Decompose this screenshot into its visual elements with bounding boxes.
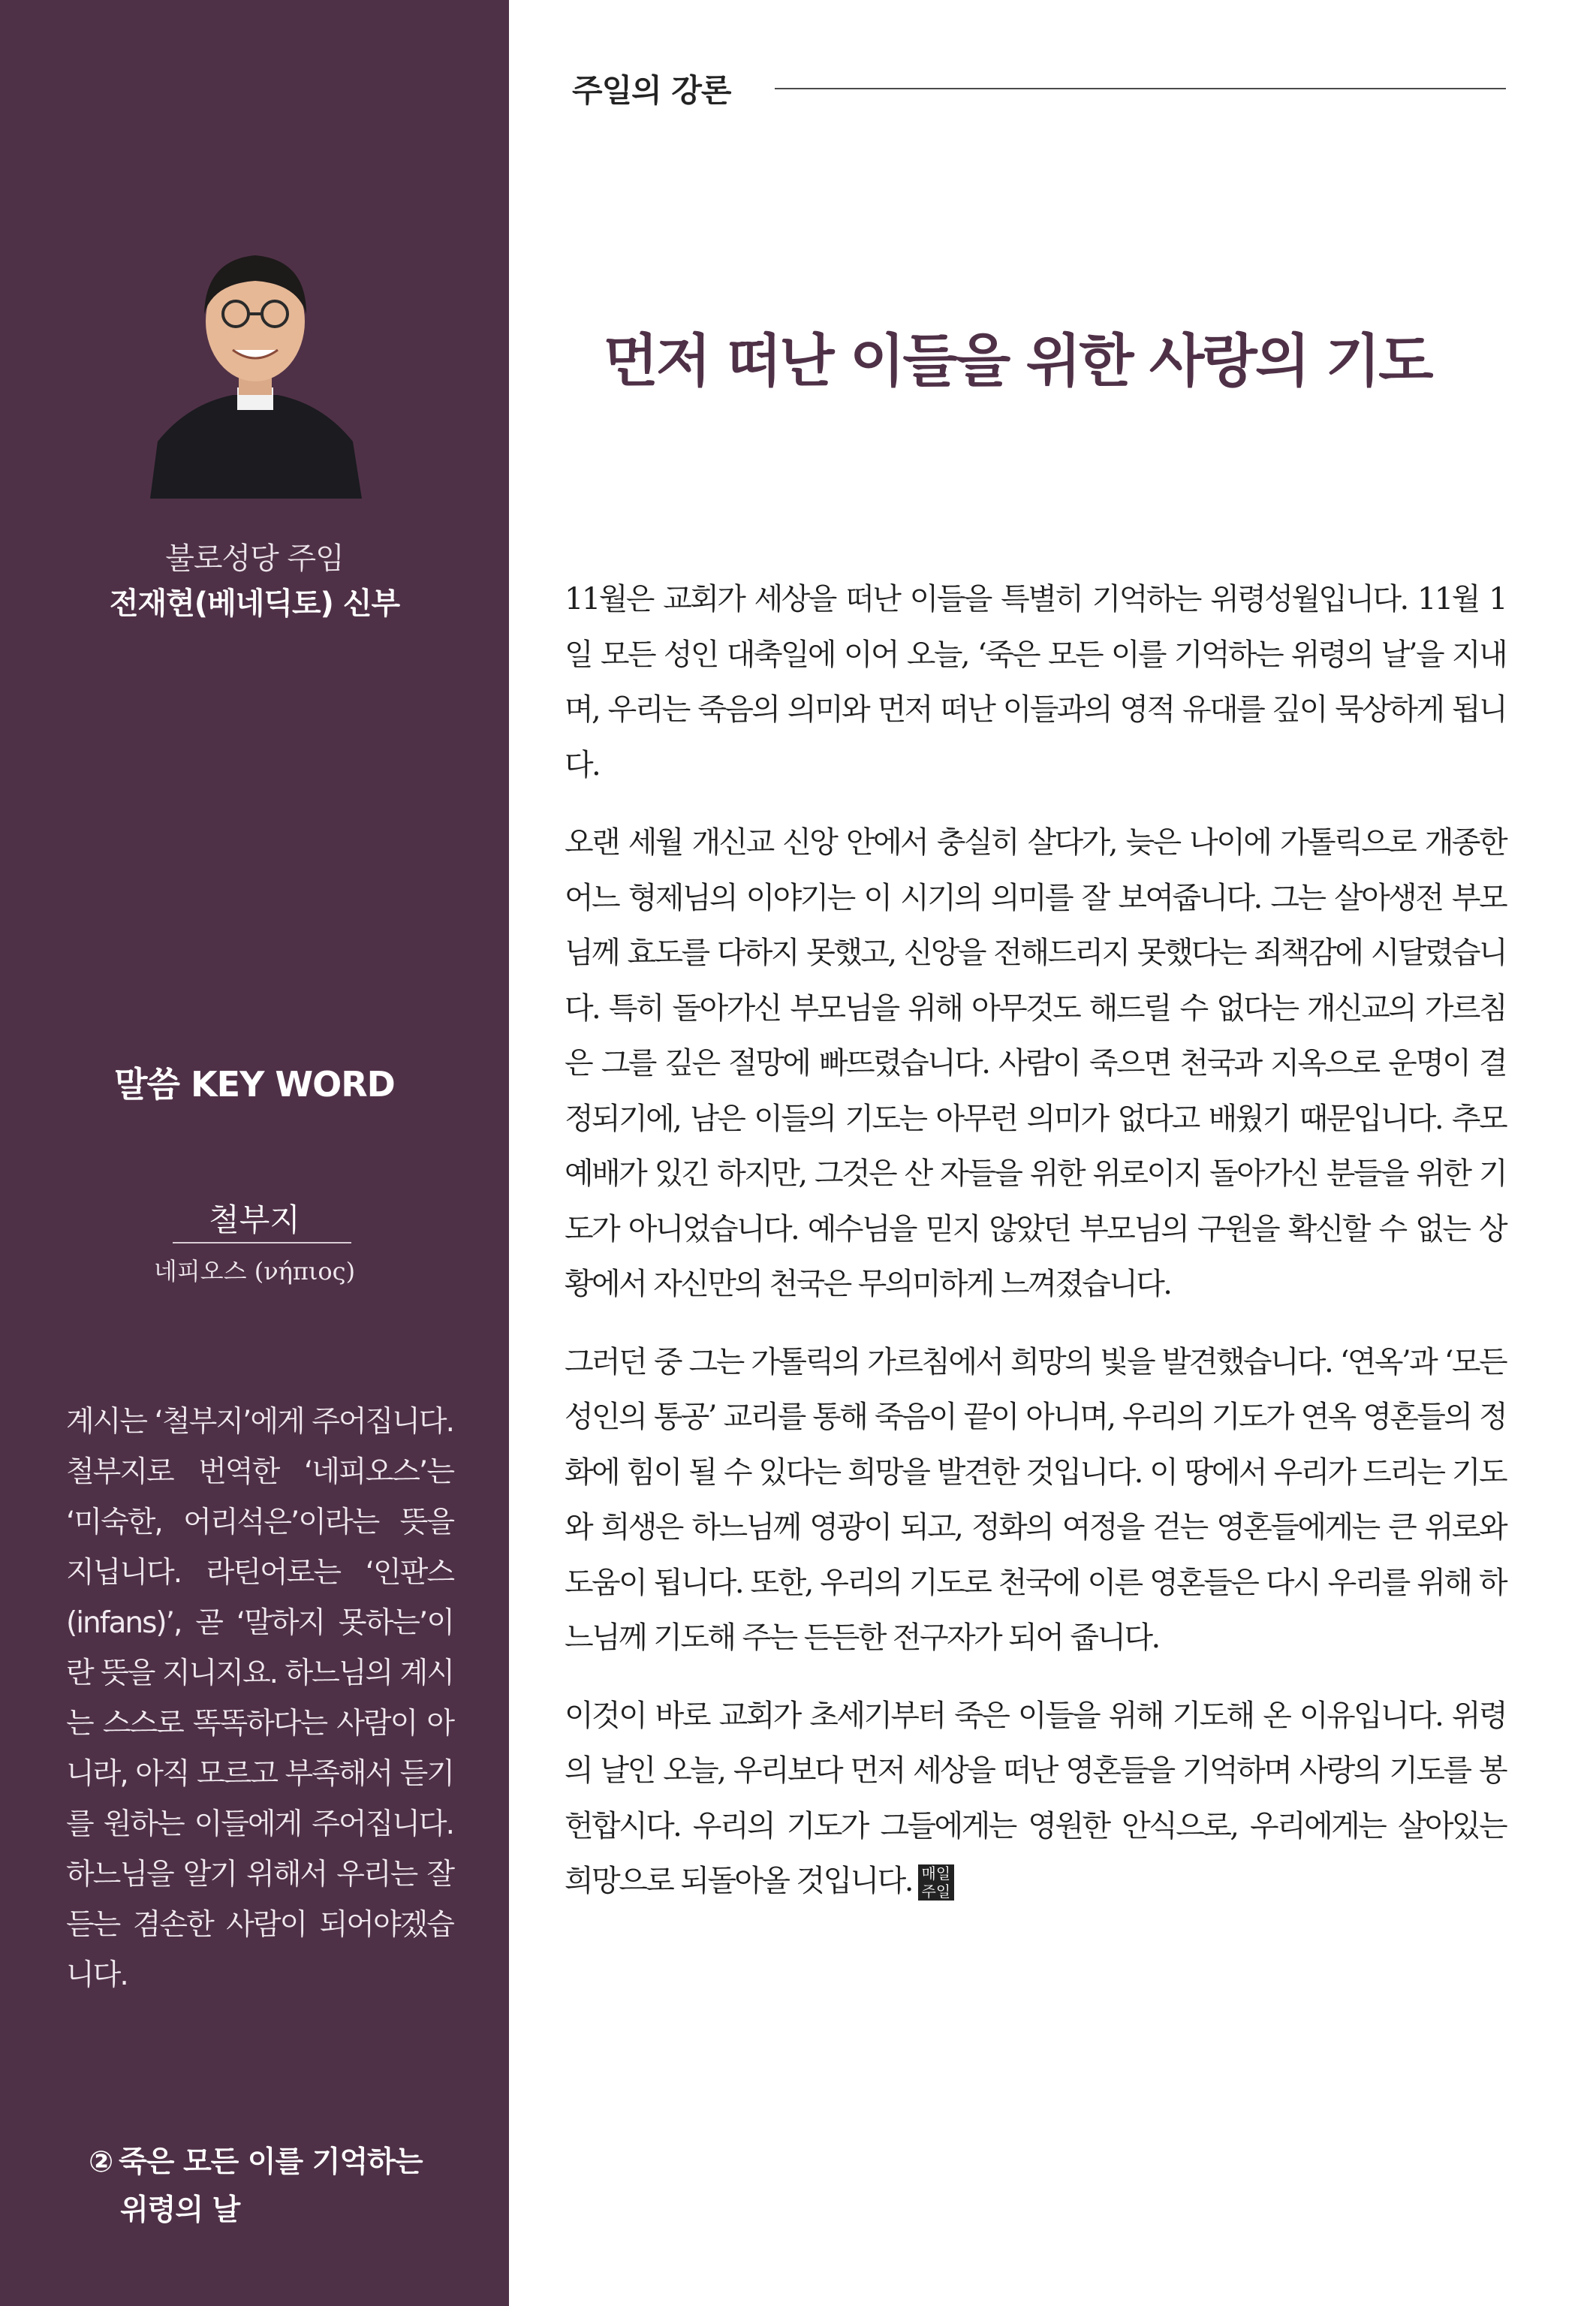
author-portrait-icon	[143, 216, 368, 499]
article-paragraph-text: 이것이 바로 교회가 초세기부터 죽은 이들을 위해 기도해 온 이유입니다. 위령의 날인 오늘, 우리보다 먼저 세상을 떠난 영혼들을 기억하며 사랑의 기도를 봉헌합시다. 우리의 기도가 그들에게는 영원한 안식으로, 우리에게는 살아있는 희망으로 되돌아올 것입니다.	[565, 1698, 1506, 1898]
article-title: 먼저 떠난 이들을 위한 사랑의 기도	[603, 327, 1432, 394]
section-divider	[775, 88, 1506, 89]
section-label: 주일의 강론	[572, 72, 731, 109]
series-line-1: 죽은 모든 이를 기억하는	[119, 2145, 423, 2179]
article-paragraph	[565, 1689, 1506, 1910]
author-photo	[143, 216, 368, 499]
series-caption	[89, 2139, 479, 2235]
author-role: 불로성당 주임	[165, 541, 344, 576]
sidebar	[0, 0, 509, 2306]
article-paragraph: 그러던 중 그는 가톨릭의 가르침에서 희망의 빛을 발견했습니다. ‘연옥’과 ‘모든 성인의 통공’ 교리를 통해 죽음이 끝이 아니며, 우리의 기도가 연옥 영혼들의 정화에 힘이 될 수 있다는 희망을 발견한 것입니다. 이 땅에서 우리가 드리는 기도와 희생은 하느님께 영광이 되고, 정화의 여정을 걷는 영혼들에게는 큰 위로와 도움이 됩니다. 또한, 우리의 기도로 천국에 이른 영혼들은 다시 우리를 위해 하느님께 기도해 주는 든든한 전구자가 되어 줍니다.	[565, 1344, 1506, 1655]
keyword-title: 말씀 KEY WORD	[114, 1064, 395, 1105]
end-mark-icon: 매일 주일	[918, 1864, 954, 1901]
keyword-description: 계시는 ‘철부지’에게 주어집니다. 철부지로 번역한 ‘네피오스’는 ‘미숙한, 어리석은’이라는 뜻을 지닙니다. 라틴어로는 ‘인판스(infans)’, 곧 ‘말하지 못하는’이란 뜻을 지니지요. 하느님의 계시는 스스로 똑똑하다는 사람이 아니라, 아직 모르고 부족해서 듣기를 원하는 이들에게 주어집니다. 하느님을 알기 위해서 우리는 잘 듣는 겸손한 사람이 되어야겠습니다.	[66, 1405, 453, 1992]
author-name: 전재현(베네딕토) 신부	[109, 586, 400, 621]
keyword-term: 철부지	[209, 1201, 300, 1238]
article-paragraph: 오랜 세월 개신교 신앙 안에서 충실히 살다가, 늦은 나이에 가톨릭으로 개종한 어느 형제님의 이야기는 이 시기의 의미를 잘 보여줍니다. 그는 살아생전 부모님께 효도를 다하지 못했고, 신앙을 전해드리지 못했다는 죄책감에 시달렸습니다. 특히 돌아가신 부모님을 위해 아무것도 해드릴 수 없다는 개신교의 가르침은 그를 깊은 절망에 빠뜨렸습니다. 사람이 죽으면 천국과 지옥으로 운명이 결정되기에, 남은 이들의 기도는 아무런 의미가 없다고 배웠기 때문입니다. 추모 예배가 있긴 하지만, 그것은 산 자들을 위한 위로이지 돌아가신 분들을 위한 기도가 아니었습니다. 예수님을 믿지 않았던 부모님의 구원을 확신할 수 없는 상황에서 자신만의 천국은 무의미하게 느껴졌습니다.	[565, 825, 1506, 1301]
series-line-2: 위령의 날	[120, 2193, 240, 2227]
series-number: ②	[89, 2145, 113, 2179]
keyword-divider	[173, 1242, 351, 1243]
article-body	[565, 572, 1506, 1932]
article-paragraph: 11월은 교회가 세상을 떠난 이들을 특별히 기억하는 위령성월입니다. 11월 1일 모든 성인 대축일에 이어 오늘, ‘죽은 모든 이를 기억하는 위령의 날’을 지내며, 우리는 죽음의 의미와 먼저 떠난 이들과의 영적 유대를 깊이 묵상하게 됩니다.	[565, 582, 1506, 782]
keyword-transliteration: 네피오스 (νήπιος)	[153, 1257, 356, 1286]
